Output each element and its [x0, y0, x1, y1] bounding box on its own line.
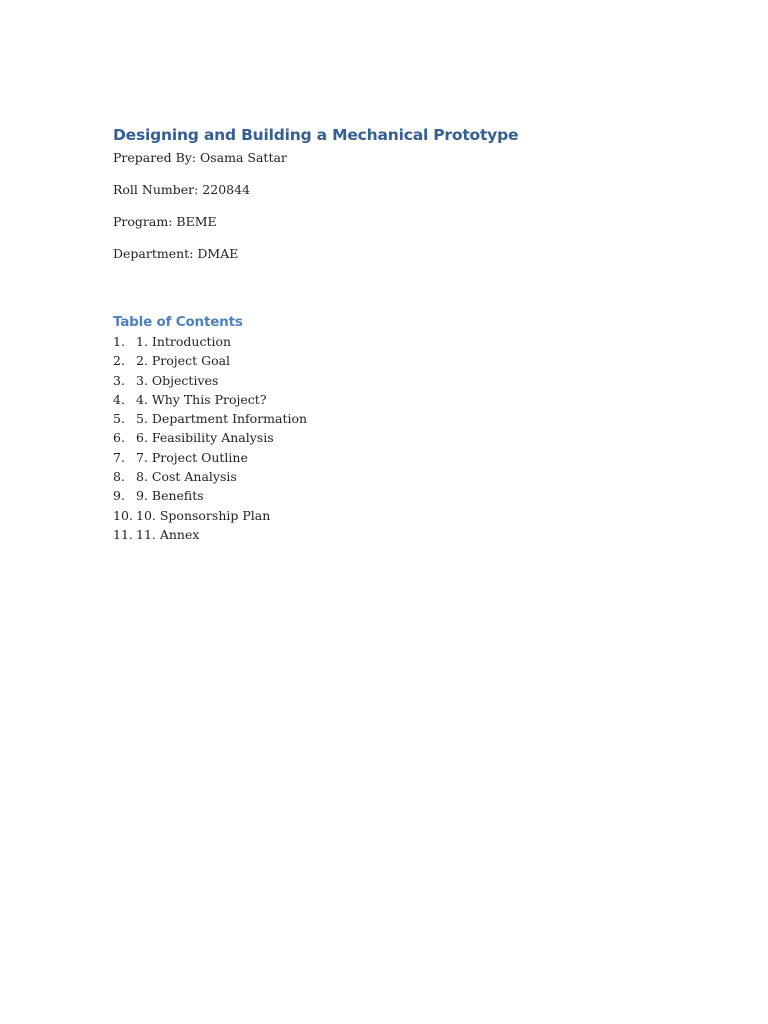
toc-item-number: 2.: [113, 353, 125, 369]
toc-item-number: 6.: [113, 430, 125, 446]
toc-item-text: 5. Department Information: [136, 411, 308, 427]
toc-item: [113, 428, 673, 447]
toc-item: [113, 525, 673, 544]
toc-item-number: 3.: [113, 372, 125, 388]
toc-item: [113, 351, 673, 370]
toc-item-text: 3. Objectives: [136, 372, 219, 388]
toc-item: [113, 448, 673, 467]
document-title: Designing and Building a Mechanical Prototype: [113, 126, 519, 144]
toc-item-number: 8.: [113, 469, 125, 485]
toc-item: [113, 467, 673, 486]
toc-item-number: 7.: [113, 449, 125, 465]
toc-item-number: 9.: [113, 488, 125, 504]
toc-item-number: 11.: [113, 526, 133, 542]
toc-item-text: 2. Project Goal: [136, 353, 231, 369]
toc-list: [113, 332, 673, 544]
toc-item: [113, 390, 673, 409]
program: Program: BEME: [113, 214, 217, 229]
toc-item: [113, 486, 673, 505]
toc-item-text: 10. Sponsorship Plan: [136, 507, 271, 523]
toc-item-text: 7. Project Outline: [136, 449, 248, 465]
toc-item-text: 4. Why This Project?: [136, 391, 267, 407]
toc-item: [113, 409, 673, 428]
toc-item-number: 4.: [113, 391, 125, 407]
toc-item-text: 6. Feasibility Analysis: [136, 430, 274, 446]
toc-item-number: 1.: [113, 334, 125, 349]
document-page: [113, 124, 673, 544]
toc-item-text: 11. Annex: [136, 526, 200, 542]
toc-item: [113, 332, 673, 351]
roll-number: Roll Number: 220844: [113, 182, 251, 197]
toc-item: [113, 506, 673, 525]
toc-heading: Table of Contents: [113, 314, 243, 330]
toc-item-text: 9. Benefits: [136, 488, 204, 504]
prepared-by: Prepared By: Osama Sattar: [113, 150, 287, 165]
toc-item: [113, 371, 673, 390]
toc-item-text: 8. Cost Analysis: [136, 469, 237, 485]
toc-item-text: 1. Introduction: [136, 334, 232, 349]
toc-item-number: 10.: [113, 507, 133, 523]
toc-item-number: 5.: [113, 411, 125, 427]
department: Department: DMAE: [113, 246, 239, 261]
